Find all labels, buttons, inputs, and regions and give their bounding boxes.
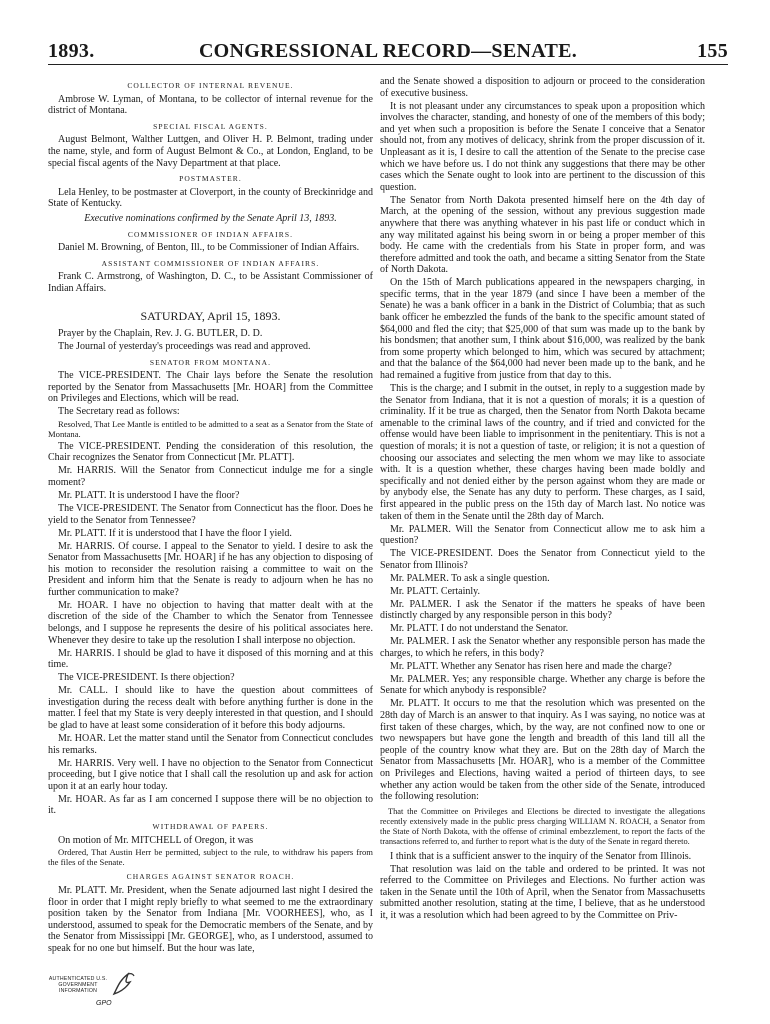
paragraph: Frank C. Armstrong, of Washington, D. C., to be Assistant Commissioner of Indian Affairs. (48, 271, 373, 294)
gpo-label: GPO (96, 1000, 112, 1007)
paragraph: Mr. PLATT. Certainly. (390, 585, 480, 597)
section-heading: CHARGES AGAINST SENATOR ROACH. (126, 872, 295, 882)
paragraph: Mr. PALMER. To ask a single question. (390, 572, 550, 584)
paragraph: Mr. PALMER. I ask the Senator if the matters he speaks of have been distinctly charged by any responsible person in this body? (380, 598, 705, 622)
section-heading: COMMISSIONER OF INDIAN AFFAIRS. (127, 229, 294, 239)
paragraph: On the 15th of March publications appeared in the newspapers charging, in specific terms, that in the year 1879 (and since I have been a member of the Senate) he was a bank officer in a bank in the District of Columbia; that as such bank officer he embezzled the funds of the bank to the specific amount stated of $64,000 and fled the city; that $25,000 of that sum was made up to the bank by his bondsmen; that another sum, I think about $16,000, was realized by the bank from some property which belonged to him, which was secured by attachment; and that the balance of the $64,000 had never been made up to the bank, and he had remained a fugitive from justice from that day to this. (380, 277, 705, 382)
paragraph: Mr. HOAR. I have no objection to having that matter dealt with at the discretion of the side of the Chamber to which the Senator from Tennessee belongs, and I suppose he represents the desire of his political associates here. Whenever they desire to take up the resolution I shall interpose no objection. (48, 599, 373, 646)
paragraph: Mr. PLATT. Whether any Senator has risen here and made the charge? (390, 660, 672, 672)
running-head (48, 40, 728, 65)
right-column (380, 76, 705, 956)
paragraph: Mr. PLATT. Mr. President, when the Senate adjourned last night I desired the floor in order that I might reply briefly to what seemed to me the extraordinary position taken by the Senator from Indiana [Mr. VOORHEES], who, as I understood, assumed to speak for the Democratic members of the Senate, and by the Senator from Mississippi [Mr. GEORGE], who, as I understood, assumed to speak for no one but himself. But the hour was late, (48, 885, 373, 955)
paragraph: Prayer by the Chaplain, Rev. J. G. BUTLER, D. D. (58, 328, 263, 340)
page-number: 155 (697, 40, 728, 62)
paragraph: The VICE-PRESIDENT. The Chair lays before the Senate the resolution reported by the Senator from Massachusetts [Mr. HOAR] from the Committee on Privileges and Elections, which will be read. (48, 370, 373, 405)
section-heading: SPECIAL FISCAL AGENTS. (153, 121, 268, 131)
resolution-text: Resolved, That Lee Mantle is entitled to be admitted to a seat as a Senator from the State of Montana. (48, 419, 373, 440)
paragraph: Mr. HOAR. As far as I am concerned I suppose there will be no objection to it. (48, 793, 373, 817)
paragraph: Mr. HARRIS. Very well. I have no objection to the Senator from Connecticut proceeding, but I give notice that I shall call the resolution up and ask for action upon it at an early hour today. (48, 757, 373, 792)
paragraph: This is the charge; and I submit in the outset, in reply to a suggestion made by the Senator from Indiana, that it is not a question of morals; it is a question of criminality. If it be true as charged, then the Senator from North Dakota became amenable to the criminal laws of the country, and if tried and convicted for the offense would have been liable to imprisonment in the penitentiary. This is not a question of morals; it is not a question of taste, or religion; it is not a question of choosing our associates and selecting the men whom we may like to associate with. It is a question whether, these charges having been made boldly and specifically and not denied either by the person against whom they are made or by anybody else, the Senate has any duty to perform. These charges, as I said, first appeared in the public press on the 15th day of March last. No notice was taken of them in the Senate until the 28th day of March. (380, 383, 705, 522)
paragraph: Mr. PLATT. If it is understood that I have the floor I yield. (58, 527, 292, 539)
paragraph: That resolution was laid on the table and ordered to be printed. It was not referred to the Committee on Privileges and Elections. No further action was taken in the Senate until the 10th of April, when the Senator from Massachusetts submitted another resolution, stating at the time, I believe, that as he understood it, it was a resolution which had been agreed to by the Committee on Priv- (380, 863, 705, 922)
section-heading: WITHDRAWAL OF PAPERS. (152, 821, 269, 831)
paragraph: It is not pleasant under any circumstances to speak upon a proposition which involves the character, standing, and honesty of one of the members of this body; and yet when such a proposition is before the Senate I conceive that a Senator should not, from any motives of delicacy, shrink from the proper discussion of it. Unpleasant as it is, I desire to call the attention of the Senate to the precise case which we have before us. I do not think any suggestions that there may be other cases which the Senate ought to look into are pertinent to the discussion of this question. (380, 100, 705, 193)
paragraph: and the Senate showed a disposition to adjourn or proceed to the consideration of executive business. (380, 76, 705, 99)
paragraph: Mr. PALMER. Yes; any responsible charge. Whether any charge is before the Senate for which anybody is responsible? (380, 673, 705, 697)
paragraph: I think that is a sufficient answer to the inquiry of the Senator from Illinois. (390, 850, 692, 862)
order-text: Ordered, That Austin Herr be permitted, subject to the rule, to withdraw his papers from the files of the Senate. (48, 847, 373, 868)
paragraph: The Secretary read as follows: (58, 406, 180, 418)
left-column (48, 76, 373, 956)
paragraph: The Journal of yesterday's proceedings was read and approved. (58, 341, 311, 353)
section-heading: COLLECTOR OF INTERNAL REVENUE. (127, 81, 294, 90)
paragraph: Mr. PALMER. I ask the Senator whether any responsible person has made the charges, to which he refers, in this body? (380, 636, 705, 659)
section-heading: SENATOR FROM MONTANA. (149, 357, 272, 367)
paragraph: Mr. PLATT. I do not understand the Senator. (390, 623, 569, 635)
nominations-heading: Executive nominations confirmed by the Senate April 13, 1893. (84, 212, 337, 224)
paragraph: The VICE-PRESIDENT. Pending the consideration of this resolution, the Chair recognizes the Senator from Connecticut [Mr. PLATT]. (48, 440, 373, 464)
resolution-text: That the Committee on Privileges and Elections be directed to investigate the allegations recently extensively made in the public press charging WILLIAM N. ROACH, a Senator from the State of North Dakota, with the offense of criminal embezzlement, to report the facts of the transactions referred to, and further to report what is the duty of the Senate in regard thereto. (380, 806, 705, 846)
paragraph: On motion of Mr. MITCHELL of Oregon, it was (58, 834, 254, 846)
paragraph: Mr. HARRIS. I should be glad to have it disposed of this morning and at this time. (48, 647, 373, 671)
paragraph: The VICE-PRESIDENT. The Senator from Connecticut has the floor. Does he yield to the Senator from Tennessee? (48, 502, 373, 526)
paragraph: Mr. CALL. I should like to have the question about committees of investigation during the recess dealt with before anything further is done in the matter. I feel that my State is very deeply interested in that question, and I should be glad to have at least some consideration of it before this body adjourns. (48, 685, 373, 731)
paragraph: August Belmont, Walther Luttgen, and Oliver H. P. Belmont, trading under the name, style, and form of August Belmont & Co., at London, England, to be special fiscal agents of the Navy Department at that place. (48, 134, 373, 169)
paragraph: The VICE-PRESIDENT. Is there objection? (58, 672, 235, 684)
paragraph: Daniel M. Browning, of Benton, Ill., to be Commissioner of Indian Affairs. (58, 242, 360, 254)
paragraph: Mr. HOAR. Let the matter stand until the Senator from Connecticut concludes his remarks. (48, 732, 373, 756)
section-heading: ASSISTANT COMMISSIONER OF INDIAN AFFAIRS. (101, 258, 320, 268)
page-year: 1893. (48, 40, 95, 62)
session-date: SATURDAY, April 15, 1893. (140, 308, 281, 323)
paragraph: Mr. HARRIS. Will the Senator from Connecticut indulge me for a single moment? (48, 465, 373, 488)
page-title: CONGRESSIONAL RECORD—SENATE. (198, 40, 578, 62)
paragraph: Mr. HARRIS. Of course. I appeal to the Senator to yield. I desire to ask the Senator from Massachusetts [Mr. HOAR] if he has any objection to disposing of his motion to reconsider the resolution raising a committee to wait on the President and inform him that the Senate is ready to adjourn when he has no further communication to make? (48, 540, 373, 598)
paragraph: The Senator from North Dakota presented himself here on the 4th day of March, at the opening of the session, without any previous suggestion made anywhere that there was anything whatever in his past life or conduct which in any way militated against his being sworn in or being a proper member of this body. He came with the credentials from his State in proper form, and was therefore admitted and took the oath, and became a sitting Senator from the State of North Dakota. (380, 194, 705, 276)
paragraph: Mr. PALMER. Will the Senator from Connecticut allow me to ask him a question? (380, 523, 705, 547)
section-heading: POSTMASTER. (179, 174, 242, 184)
paragraph: Mr. PLATT. It is understood I have the floor? (58, 489, 240, 501)
gpo-authentication-seal (44, 968, 144, 1012)
authentication-text: AUTHENTICATED U.S. GOVERNMENT INFORMATION (48, 976, 108, 994)
eagle-icon (108, 968, 138, 1000)
paragraph: The VICE-PRESIDENT. Does the Senator from Connecticut yield to the Senator from Illinois? (380, 548, 705, 571)
paragraph: Ambrose W. Lyman, of Montana, to be collector of internal revenue for the district of Montana. (48, 93, 373, 117)
paragraph: Lela Henley, to be postmaster at Cloverport, in the county of Breckinridge and State of Kentucky. (48, 186, 373, 210)
paragraph: Mr. PLATT. It occurs to me that the resolution which was presented on the 28th day of March is an answer to that inquiry. As I was saying, no notice was at first taken of these charges, which, by the way, are not confined now to one or two newspapers but have gone the length and breadth of this land till all the people of the country know what they are. But on the 28th day of March the Senator from Massachusetts [Mr. HOAR], who is a member of the Committee on Privileges and Elections, having waited a period of thirteen days, to see whether any action would be taken from the other side of the Senate, introduced the following resolution: (380, 698, 705, 803)
